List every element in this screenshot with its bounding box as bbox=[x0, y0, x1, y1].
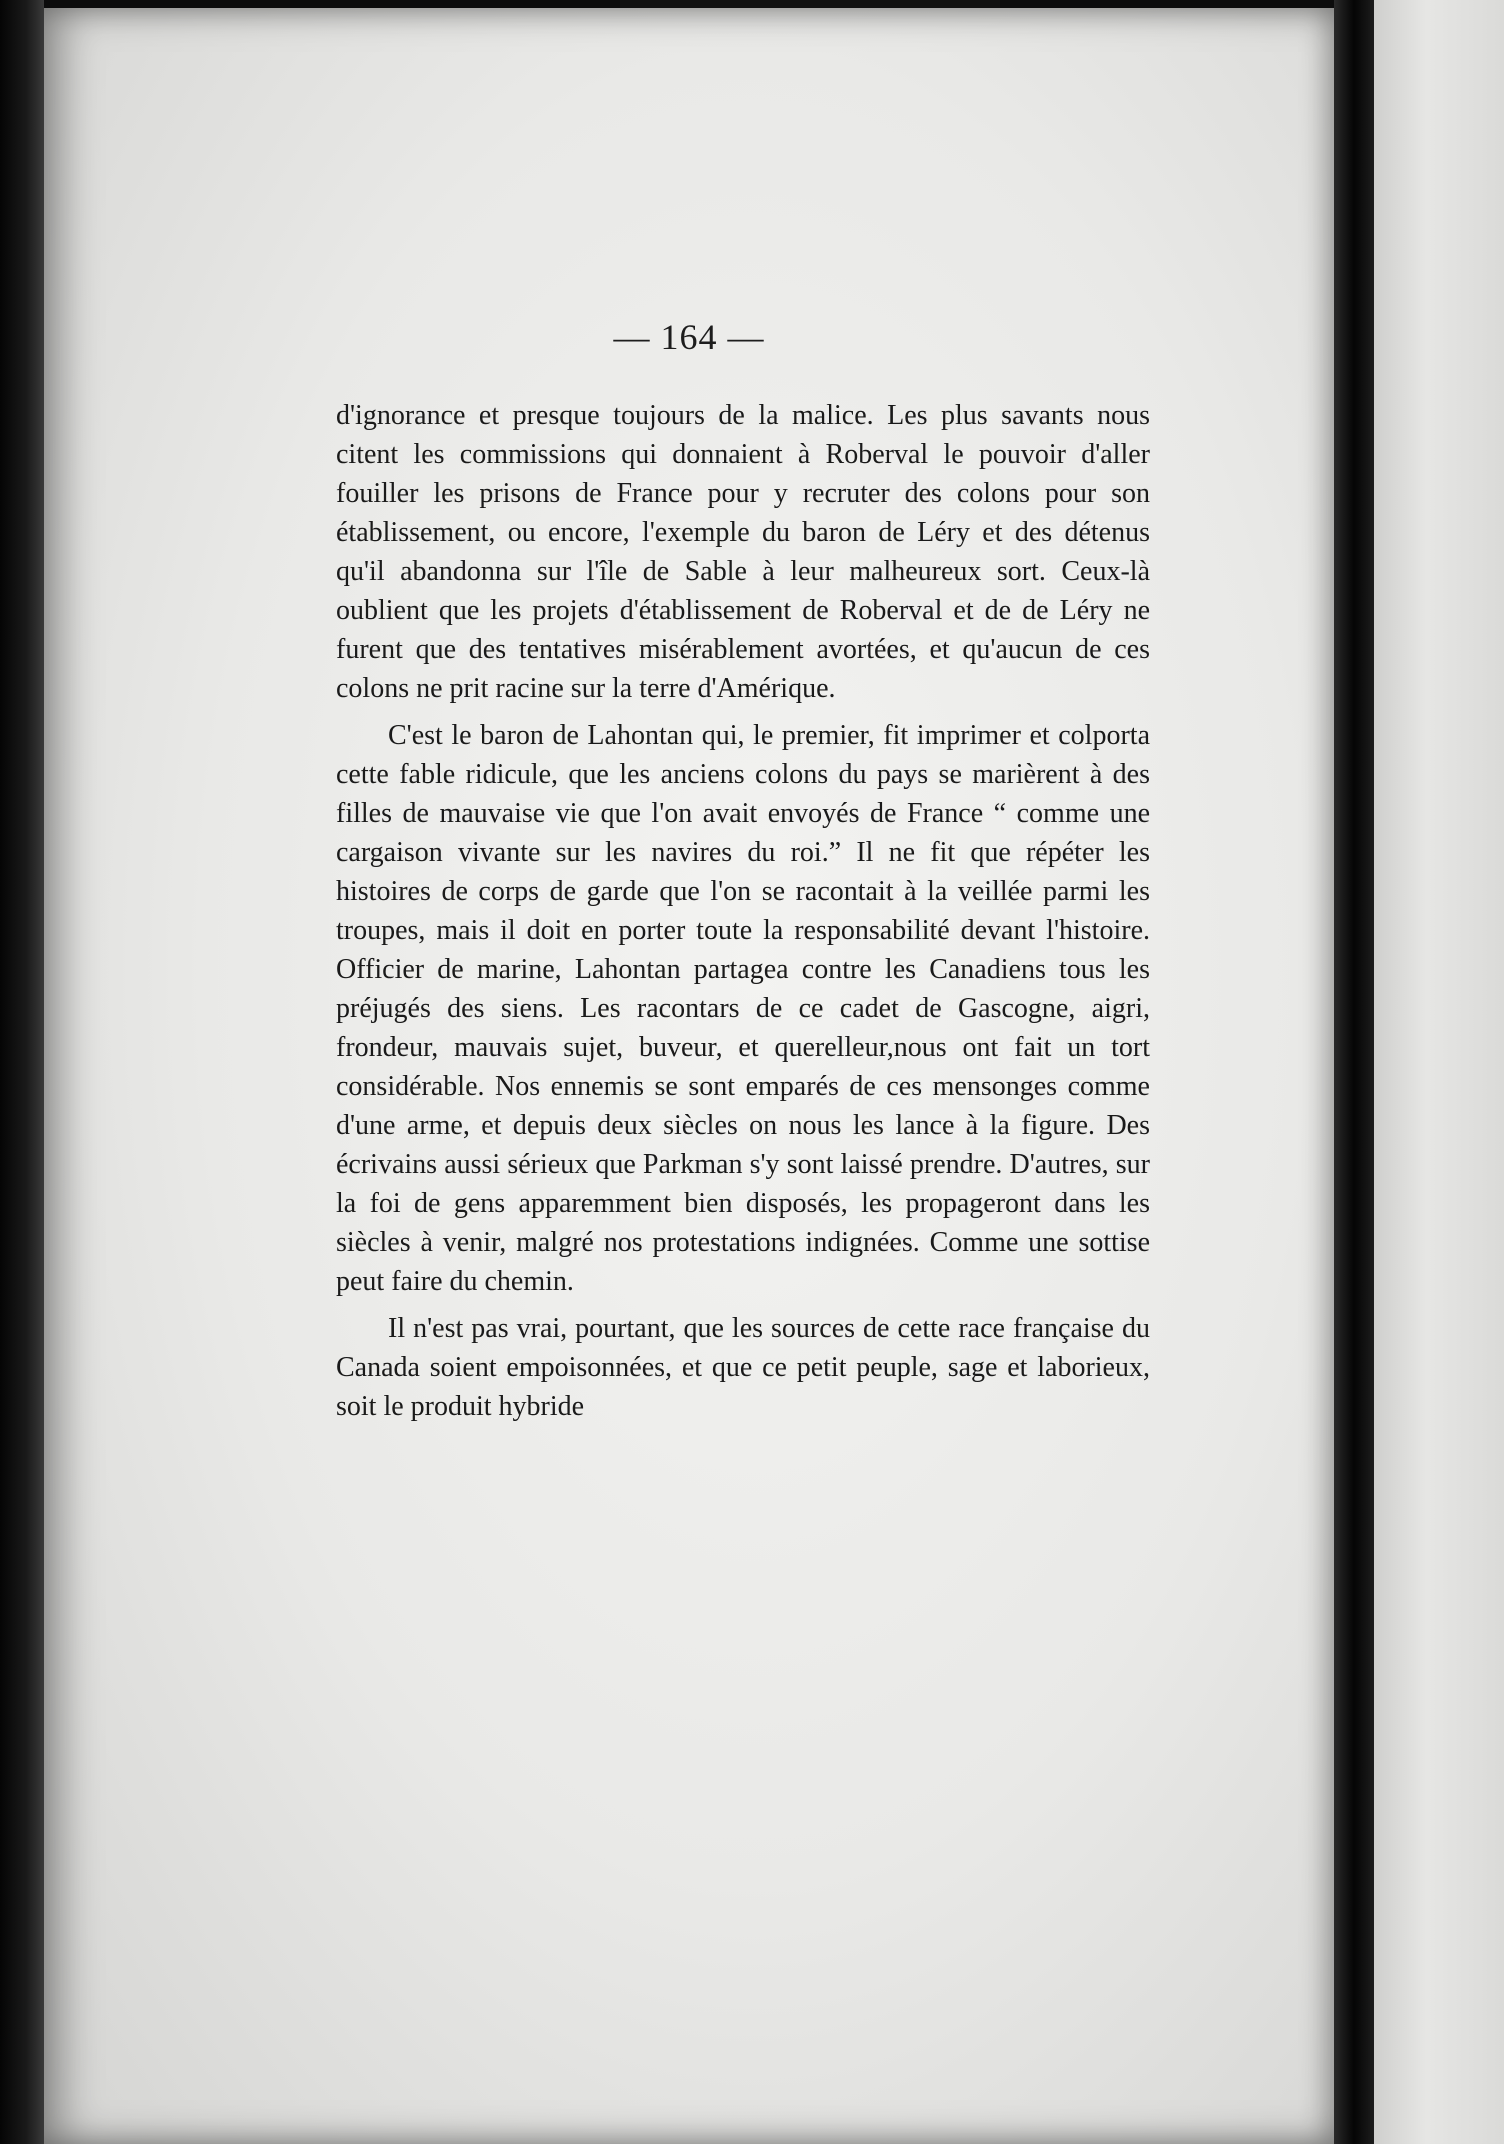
book-page bbox=[44, 8, 1334, 2144]
body-text bbox=[336, 396, 1150, 1434]
paragraph-1: d'ignorance et presque toujours de la malice. Les plus savants nous citent les commissions qui donnaient à Roberval le pouvoir d'aller fouiller les prisons de France pour y recruter des colons pour son établissement, ou encore, l'exemple du baron de Léry et des détenus qu'il abandonna sur l'île de Sable à leur malheureux sort. Ceux-là oublient que les projets d'établissement de Roberval et de de Léry ne furent que des tentatives misérablement avortées, et qu'aucun de ces colons ne prit racine sur la terre d'Amérique. bbox=[336, 400, 1150, 704]
facing-page-edge bbox=[1374, 0, 1504, 2144]
book-spine-edge bbox=[0, 0, 44, 2144]
paragraph-2: C'est le baron de Lahontan qui, le premier, fit imprimer et colporta cette fable ridicule, que les anciens colons du pays se marièrent à des filles de mauvaise vie que l'on avait envoyés de France “ comme une cargaison vivante sur les navires du roi.” Il ne fit que répéter les histoires de corps de garde que l'on se racontait à la veillée parmi les troupes, mais il doit en porter toute la responsabilité devant l'histoire. Officier de marine, Lahontan partagea contre les Canadiens tous les préjugés des siens. Les racontars de ce cadet de Gascogne, aigri, frondeur, mauvais sujet, buveur, et querelleur,nous ont fait un tort considérable. Nos ennemis se sont emparés de ces mensonges comme d'une arme, et depuis deux siècles on nous les lance à la figure. Des écrivains aussi sérieux que Parkman s'y sont laissé prendre. D'autres, sur la foi de gens apparemment bien disposés, les propageront dans les siècles à venir, malgré nos protestations indignées. Comme une sottise peut faire du chemin. bbox=[336, 720, 1150, 1297]
book-gutter bbox=[1334, 0, 1374, 2144]
page-number: — 164 — bbox=[613, 317, 765, 357]
paragraph-3: Il n'est pas vrai, pourtant, que les sources de cette race française du Canada soient empoisonnées, et que ce petit peuple, sage et laborieux, soit le produit hybride bbox=[336, 1313, 1150, 1422]
